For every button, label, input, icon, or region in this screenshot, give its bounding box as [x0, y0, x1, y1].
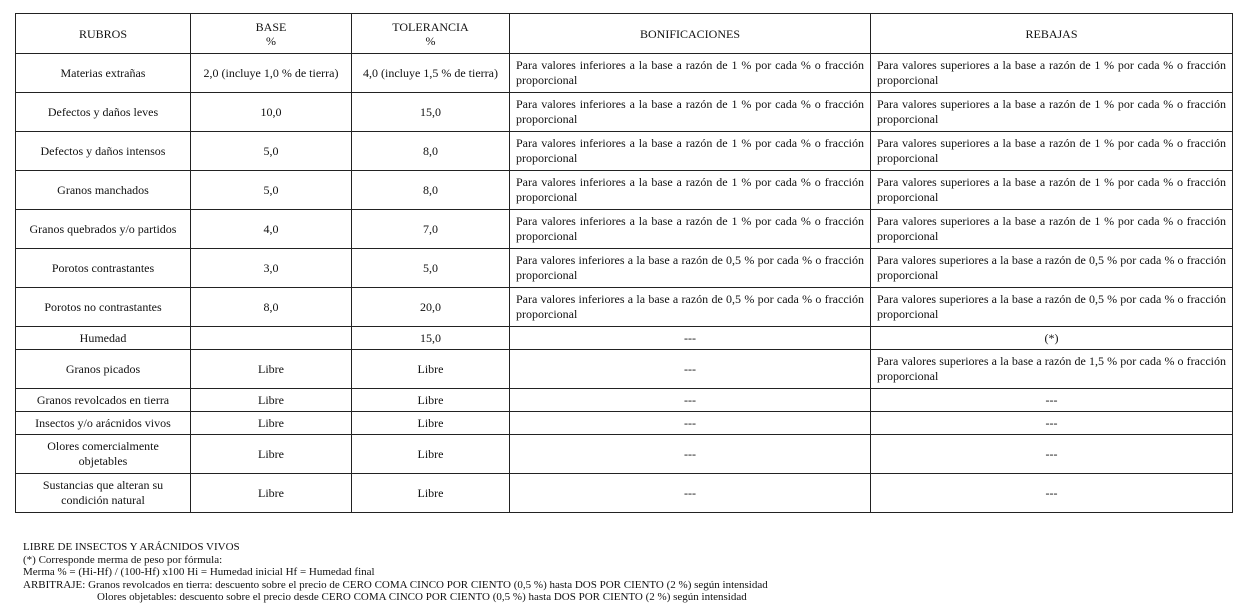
bonificaciones-cell: Para valores inferiores a la base a razón de 1 % por cada % o fracción proporcional [510, 54, 871, 93]
header-tolerancia: TOLERANCIA % [352, 14, 510, 54]
rubro-cell: Porotos no contrastantes [16, 288, 191, 327]
tolerancia-cell: 15,0 [352, 327, 510, 350]
bonificaciones-cell: Para valores inferiores a la base a razón de 0,5 % por cada % o fracción proporcional [510, 288, 871, 327]
bonificaciones-cell: Para valores inferiores a la base a razón de 0,5 % por cada % o fracción proporcional [510, 249, 871, 288]
base-cell: 4,0 [191, 210, 352, 249]
note-odors: Olores objetables: descuento sobre el precio desde CERO COMA CINCO POR CIENTO (0,5 %) hasta DOS POR CIENTO (2 %) según intensidad [97, 591, 747, 603]
rebajas-cell: --- [871, 474, 1233, 513]
base-cell [191, 327, 352, 350]
rebajas-cell: --- [871, 389, 1233, 412]
bonificaciones-cell: --- [510, 412, 871, 435]
rebajas-cell: --- [871, 412, 1233, 435]
tolerancia-cell: Libre [352, 412, 510, 435]
base-cell: 2,0 (incluye 1,0 % de tierra) [191, 54, 352, 93]
bonificaciones-cell: --- [510, 474, 871, 513]
bonificaciones-cell: Para valores inferiores a la base a razón de 1 % por cada % o fracción proporcional [510, 210, 871, 249]
base-cell: 8,0 [191, 288, 352, 327]
bonificaciones-cell: --- [510, 327, 871, 350]
rebajas-cell: Para valores superiores a la base a razón de 0,5 % por cada % o fracción proporcional [871, 249, 1233, 288]
bonificaciones-cell: --- [510, 435, 871, 474]
base-cell: 5,0 [191, 132, 352, 171]
rubro-cell: Granos revolcados en tierra [16, 389, 191, 412]
rubro-cell: Sustancias que alteran su condición natural [16, 474, 191, 513]
rebajas-cell: Para valores superiores a la base a razón de 1 % por cada % o fracción proporcional [871, 210, 1233, 249]
quality-standards-table [15, 13, 1233, 513]
table-row [16, 327, 1233, 350]
tolerancia-cell: 8,0 [352, 171, 510, 210]
header-rubros: RUBROS [16, 14, 191, 54]
tolerancia-cell: 20,0 [352, 288, 510, 327]
table-row [16, 288, 1233, 327]
tolerancia-cell: 8,0 [352, 132, 510, 171]
rubro-cell: Porotos contrastantes [16, 249, 191, 288]
rebajas-cell: Para valores superiores a la base a razón de 0,5 % por cada % o fracción proporcional [871, 288, 1233, 327]
rubro-cell: Defectos y daños leves [16, 93, 191, 132]
tolerancia-cell: 4,0 (incluye 1,5 % de tierra) [352, 54, 510, 93]
note-arbitration: ARBITRAJE: Granos revolcados en tierra: descuento sobre el precio de CERO COMA CINCO POR CIENTO (0,5 %) hasta DOS POR CIENTO (2 %) según intensidad [23, 578, 768, 591]
table-row [16, 412, 1233, 435]
bonificaciones-cell: --- [510, 389, 871, 412]
rebajas-cell: (*) [871, 327, 1233, 350]
rebajas-cell: Para valores superiores a la base a razón de 1,5 % por cada % o fracción proporcional [871, 350, 1233, 389]
table-row [16, 249, 1233, 288]
table-header-row [16, 14, 1233, 54]
rubro-cell: Granos picados [16, 350, 191, 389]
note-formula-ref: (*) Corresponde merma de peso por fórmula: [23, 553, 223, 566]
tolerancia-cell: Libre [352, 389, 510, 412]
rubro-cell: Humedad [16, 327, 191, 350]
table-row [16, 435, 1233, 474]
bonificaciones-cell: --- [510, 350, 871, 389]
header-rebajas: REBAJAS [871, 14, 1233, 54]
header-bonificaciones: BONIFICACIONES [510, 14, 871, 54]
rubro-cell: Granos manchados [16, 171, 191, 210]
tolerancia-cell: 15,0 [352, 93, 510, 132]
rubro-cell: Insectos y/o arácnidos vivos [16, 412, 191, 435]
table-row [16, 132, 1233, 171]
base-cell: Libre [191, 350, 352, 389]
tolerancia-cell: 5,0 [352, 249, 510, 288]
rubro-cell: Olores comercialmente objetables [16, 435, 191, 474]
base-cell: 5,0 [191, 171, 352, 210]
table-row [16, 54, 1233, 93]
table-row [16, 171, 1233, 210]
rubro-cell: Materias extrañas [16, 54, 191, 93]
rebajas-cell: Para valores superiores a la base a razón de 1 % por cada % o fracción proporcional [871, 54, 1233, 93]
bonificaciones-cell: Para valores inferiores a la base a razón de 1 % por cada % o fracción proporcional [510, 171, 871, 210]
bonificaciones-cell: Para valores inferiores a la base a razón de 1 % por cada % o fracción proporcional [510, 132, 871, 171]
base-cell: Libre [191, 412, 352, 435]
header-base: BASE % [191, 14, 352, 54]
rubro-cell: Granos quebrados y/o partidos [16, 210, 191, 249]
note-formula: Merma % = (Hi-Hf) / (100-Hf) x100 Hi = Humedad inicial Hf = Humedad final [23, 566, 375, 578]
rebajas-cell: Para valores superiores a la base a razón de 1 % por cada % o fracción proporcional [871, 93, 1233, 132]
footnotes [23, 541, 768, 604]
table-row [16, 210, 1233, 249]
base-cell: Libre [191, 474, 352, 513]
tolerancia-cell: Libre [352, 350, 510, 389]
note-insects: LIBRE DE INSECTOS Y ARÁCNIDOS VIVOS [23, 541, 240, 553]
tolerancia-cell: Libre [352, 474, 510, 513]
rebajas-cell: Para valores superiores a la base a razón de 1 % por cada % o fracción proporcional [871, 132, 1233, 171]
rebajas-cell: --- [871, 435, 1233, 474]
base-cell: 3,0 [191, 249, 352, 288]
table-row [16, 389, 1233, 412]
base-cell: Libre [191, 435, 352, 474]
rubro-cell: Defectos y daños intensos [16, 132, 191, 171]
table-row [16, 93, 1233, 132]
rebajas-cell: Para valores superiores a la base a razón de 1 % por cada % o fracción proporcional [871, 171, 1233, 210]
base-cell: Libre [191, 389, 352, 412]
table-row [16, 474, 1233, 513]
tolerancia-cell: 7,0 [352, 210, 510, 249]
table-row [16, 350, 1233, 389]
base-cell: 10,0 [191, 93, 352, 132]
bonificaciones-cell: Para valores inferiores a la base a razón de 1 % por cada % o fracción proporcional [510, 93, 871, 132]
tolerancia-cell: Libre [352, 435, 510, 474]
